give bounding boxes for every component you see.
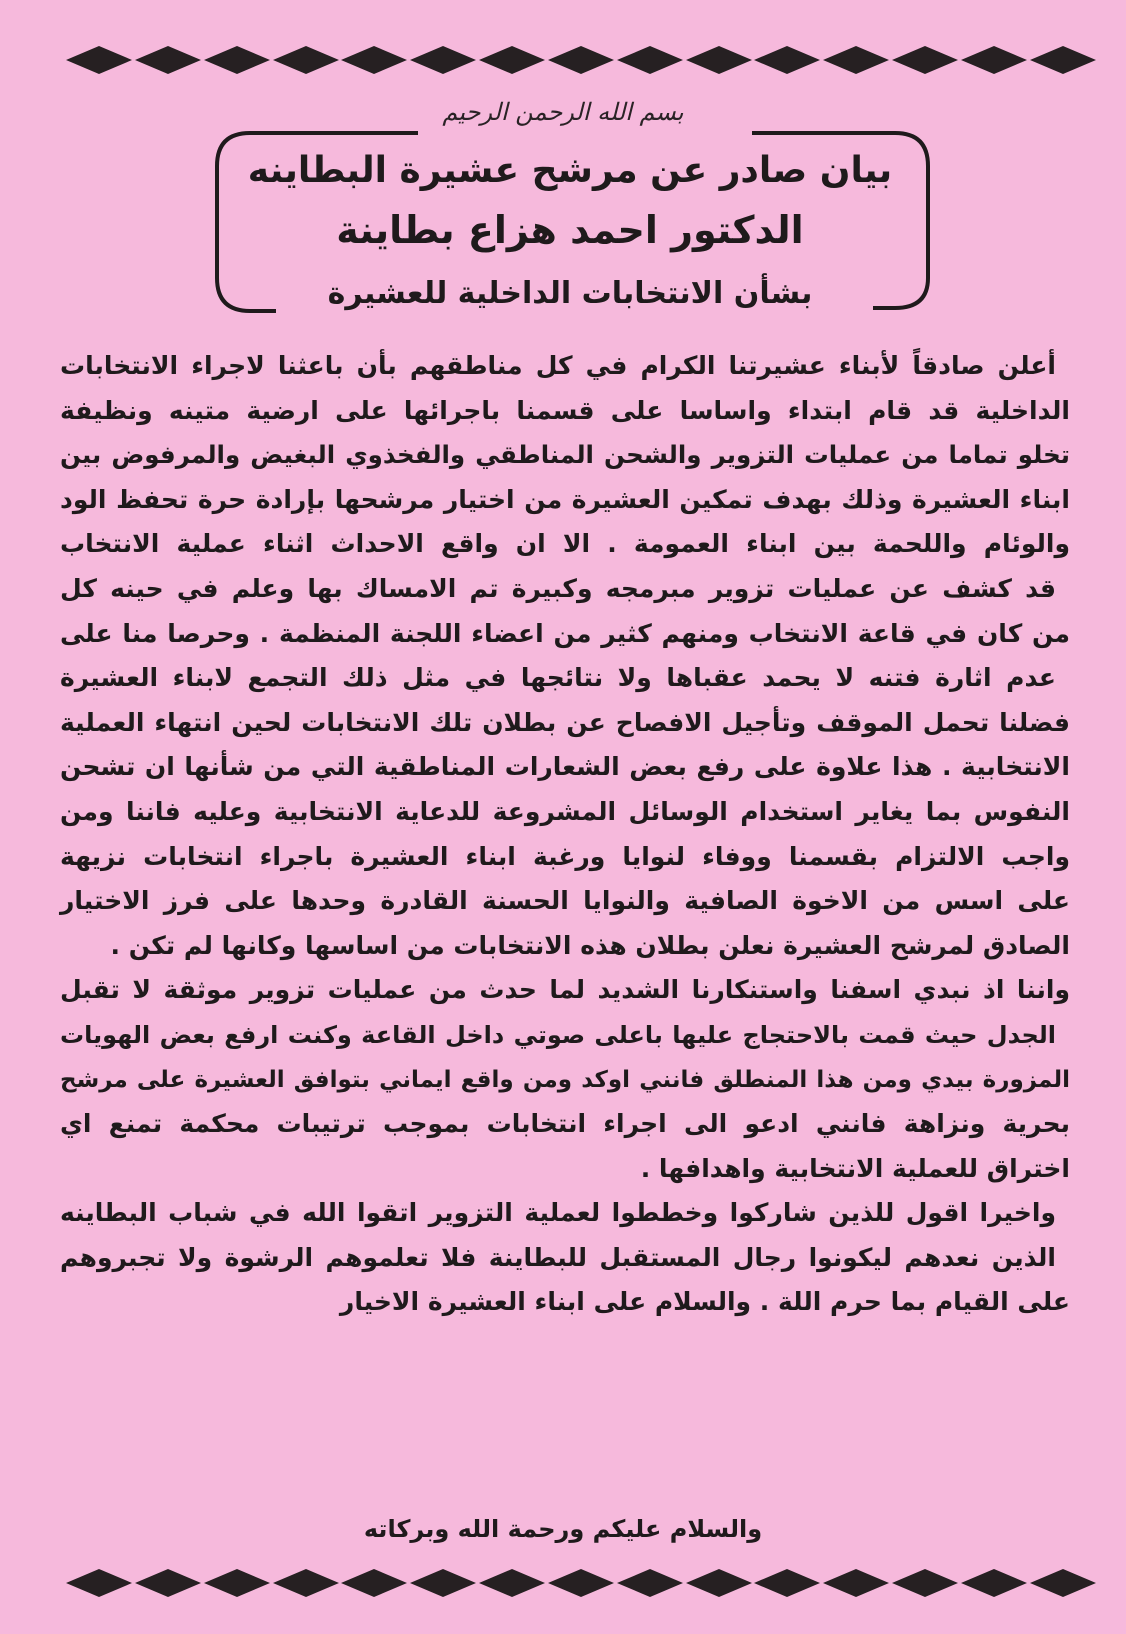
body-line: قد كشف عن عمليات تزوير مبرمجه وكبيرة تم الامساك بها وعلم في حينه كل — [60, 573, 1056, 603]
diamond-ornament-icon — [479, 45, 545, 75]
body-line: النفوس بما يغاير استخدام الوسائل المشروعة للدعاية الانتخابية وعليه فاننا ومن — [60, 796, 1070, 826]
diamond-ornament-icon — [823, 45, 889, 75]
title-line-2: الدكتور احمد هزاع بطاينة — [336, 208, 804, 252]
body-line: تخلو تماما من عمليات التزوير والشحن المناطقي والفخذوي البغيض والمرفوض بين — [60, 440, 1070, 470]
title-line-1: بيان صادر عن مرشح عشيرة البطاينه — [247, 150, 893, 191]
body-line: فضلنا تحمل الموقف وتأجيل الافصاح عن بطلان تلك الانتخابات لحين انتهاء العملية — [60, 707, 1070, 737]
diamond-ornament-icon — [273, 45, 339, 75]
body-line: أعلن صادقاً لأبناء عشيرتنا الكرام في كل مناطقهم بأن باعثنا لاجراء الانتخابات — [60, 351, 1056, 380]
diamond-ornament-icon — [823, 1568, 889, 1598]
body-line: من كان في قاعة الانتخاب ومنهم كثير من اعضاء اللجنة المنظمة . وحرصا منا على — [60, 618, 1070, 648]
diamond-ornament-icon — [66, 45, 132, 75]
diamond-ornament-icon — [479, 1568, 545, 1598]
diamond-ornament-icon — [892, 45, 958, 75]
diamond-ornament-icon — [617, 45, 683, 75]
diamond-ornament-icon — [754, 1568, 820, 1598]
body-line: الداخلية قد قام ابتداء واساسا على قسمنا باجرائها على ارضية متينه ونظيفة — [60, 395, 1070, 425]
diamond-ornament-icon — [1030, 1568, 1096, 1598]
body-line: واننا اذ نبدي اسفنا واستنكارنا الشديد لما حدث من عمليات تزوير موثقة لا تقبل — [60, 975, 1070, 1005]
body-line: الذين نعدهم ليكونوا رجال المستقبل للبطاينة فلا تعلموهم الرشوة ولا تجبروهم — [60, 1242, 1056, 1272]
basmala-calligraphy: بسم الله الرحمن الرحيم — [442, 98, 684, 126]
diamond-ornament-icon — [961, 45, 1027, 75]
diamond-ornament-icon — [204, 45, 270, 75]
body-line: على اسس من الاخوة الصافية والنوايا الحسنة القادرة وحدها على فرز الاختيار — [60, 886, 1070, 916]
diamond-ornament-icon — [548, 45, 614, 75]
body-line: ابناء العشيرة وذلك بهدف تمكين العشيرة من اختيار مرشحها بإرادة حرة تحفظ الود — [60, 484, 1070, 514]
diamond-ornament-icon — [341, 1568, 407, 1598]
diamond-ornament-icon — [204, 1568, 270, 1598]
body-line: واخيرا اقول للذين شاركوا وخططوا لعملية التزوير اتقوا الله في شباب البطاينه — [60, 1198, 1056, 1228]
statement-body — [60, 344, 1070, 1325]
body-line: على القيام بما حرم اللة . والسلام على ابناء العشيرة الاخيار — [339, 1287, 1070, 1317]
diamond-ornament-icon — [548, 1568, 614, 1598]
diamond-ornament-icon — [410, 45, 476, 75]
body-line: بحرية ونزاهة فانني ادعو الى اجراء انتخابات بموجب ترتيبات محكمة تمنع اي — [60, 1109, 1070, 1139]
diamond-ornament-icon — [66, 1568, 132, 1598]
diamond-ornament-icon — [686, 1568, 752, 1598]
body-line: الجدل حيث قمت بالاحتجاج عليها باعلى صوتي داخل القاعة وكنت ارفع بعض الهويات — [60, 1020, 1056, 1049]
body-line: المزورة بيدي ومن هذا المنطلق فانني اوكد ومن واقع ايماني بتوافق العشيرة على مرشح — [60, 1066, 1070, 1093]
diamond-ornament-icon — [686, 45, 752, 75]
diamond-ornament-icon — [341, 45, 407, 75]
diamond-ornament-icon — [273, 1568, 339, 1598]
diamond-ornament-icon — [135, 1568, 201, 1598]
diamond-ornament-icon — [754, 45, 820, 75]
diamond-ornament-icon — [961, 1568, 1027, 1598]
diamond-ornament-icon — [617, 1568, 683, 1598]
body-line: والوئام واللحمة بين ابناء العمومة . الا ان واقع الاحداث اثناء عملية الانتخاب — [60, 529, 1070, 559]
title-line-3: بشأن الانتخابات الداخلية للعشيرة — [327, 276, 813, 311]
diamond-ornament-icon — [410, 1568, 476, 1598]
top-diamond-border — [66, 45, 1096, 75]
body-line: واجب الالتزام بقسمنا ووفاء لنوايا ورغبة ابناء العشيرة باجراء انتخابات نزيهة — [60, 841, 1070, 871]
body-line: اختراق للعملية الانتخابية واهدافها . — [640, 1153, 1070, 1183]
closing-greeting: والسلام عليكم ورحمة الله وبركاته — [363, 1515, 763, 1543]
body-line: الانتخابية . هذا علاوة على رفع بعض الشعارات المناطقية التي من شأنها ان تشحن — [60, 752, 1070, 782]
diamond-ornament-icon — [892, 1568, 958, 1598]
bottom-diamond-border — [66, 1568, 1096, 1598]
diamond-ornament-icon — [135, 45, 201, 75]
body-line: الصادق لمرشح العشيرة نعلن بطلان هذه الانتخابات من اساسها وكانها لم تكن . — [110, 930, 1070, 960]
body-line: عدم اثارة فتنه لا يحمد عقباها ولا نتائجها في مثل ذلك التجمع لابناء العشيرة — [60, 663, 1056, 693]
diamond-ornament-icon — [1030, 45, 1096, 75]
